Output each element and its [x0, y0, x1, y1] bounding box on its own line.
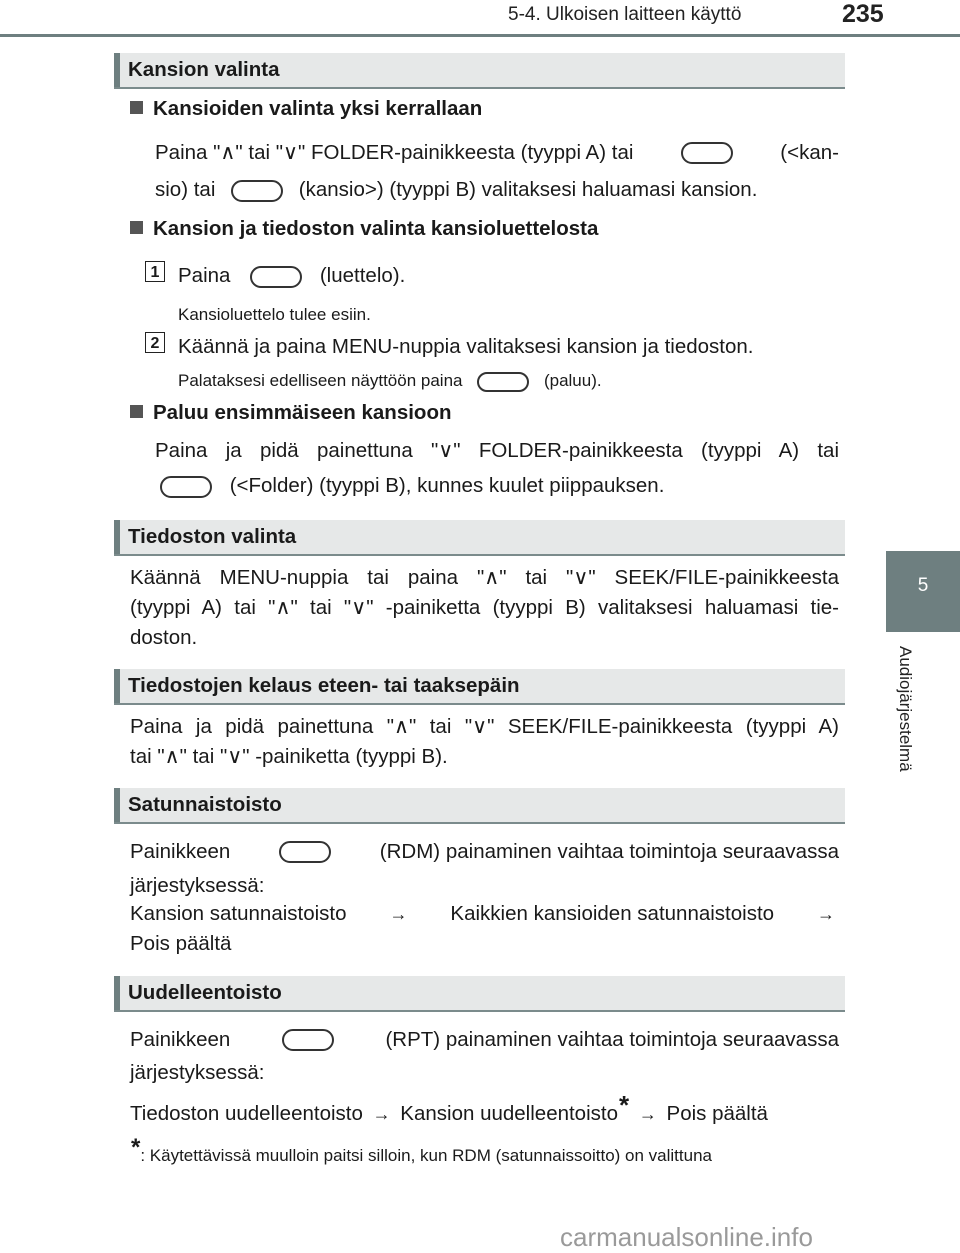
watermark: carmanualsonline.info: [560, 1222, 813, 1252]
text: (<Folder) (tyyppi B), kunnes kuulet piippauksen.: [229, 474, 665, 497]
section-title: Kansion valinta: [128, 58, 280, 81]
step-number-2: 2: [145, 332, 165, 353]
chapter-title: Audiojärjestelmä: [896, 646, 915, 772]
step-2-text: Käännä ja paina MENU-nuppia valitaksesi kansion ja tiedoston.: [178, 335, 754, 358]
square-bullet-icon: [130, 221, 143, 234]
asterisk-mark: *: [131, 1134, 141, 1161]
chapter-number: 5: [917, 575, 929, 596]
paragraph-line: järjestyksessä:: [130, 874, 265, 897]
folder-button-icon: [160, 476, 212, 498]
section-accent-bar: [114, 669, 120, 703]
sequence-line: [130, 902, 839, 926]
section-title: Satunnaistoisto: [128, 793, 282, 816]
step-1-text: [178, 264, 405, 288]
text: (RDM) painaminen vaihtaa toimintoja seuraavassa: [379, 840, 839, 863]
paragraph-line: doston.: [130, 626, 198, 649]
text: Pois päältä: [666, 1102, 768, 1125]
text: Paina "∧" tai "∨" FOLDER-painikkeesta (tyyppi A) tai: [155, 141, 634, 164]
subheading-text: Kansion ja tiedoston valinta kansioluettelosta: [153, 217, 599, 240]
square-bullet-icon: [130, 405, 143, 418]
paragraph-line: (tyyppi A) tai "∧" tai "∨" -painiketta (tyyppi B) valitaksesi haluamasi tie-: [130, 596, 839, 619]
text: (paluu).: [543, 371, 602, 390]
subheading-text: Kansioiden valinta yksi kerrallaan: [153, 97, 483, 120]
paragraph-line: Paina ja pidä painettuna "∧" tai "∨" SEEK/FILE-painikkeesta (tyyppi A): [130, 715, 839, 738]
paragraph-line: Käännä MENU-nuppia tai paina "∧" tai "∨" SEEK/FILE-painikkeesta: [130, 566, 839, 589]
header-section-title: 5-4. Ulkoisen laitteen käyttö: [508, 4, 742, 25]
footnote: [130, 1134, 712, 1166]
text: (kansio>) (tyyppi B) valitaksesi haluamasi kansion.: [298, 178, 758, 201]
paragraph-line: Pois päältä: [130, 932, 232, 955]
text: Kaikkien kansioiden satunnaistoisto: [450, 902, 775, 925]
paragraph-line: [160, 474, 664, 498]
paragraph-line: [130, 1028, 839, 1052]
page-number: 235: [842, 0, 884, 28]
paragraph-line: [155, 178, 757, 202]
text: Palataksesi edelliseen näyttöön paina: [178, 371, 463, 390]
header-rule: [0, 34, 960, 37]
section-header-random: [114, 788, 845, 824]
section-accent-bar: [114, 788, 120, 822]
section-header-folder: [114, 53, 845, 89]
step-number-1: 1: [145, 261, 165, 282]
section-title: Tiedoston valinta: [128, 525, 297, 548]
footnote-text: : Käytettävissä muulloin paitsi silloin, kun RDM (satunnaissoitto) on valittuna: [140, 1146, 712, 1165]
subheading-one-at-a-time: [130, 97, 482, 121]
text: (RPT) painaminen vaihtaa toimintoja seuraavassa: [385, 1028, 839, 1051]
text: Kansion satunnaistoisto: [130, 902, 347, 925]
paragraph-line: [130, 840, 839, 864]
text: sio) tai: [155, 178, 216, 201]
step-2-note: [178, 371, 602, 392]
back-button-icon: [477, 372, 529, 392]
paragraph-line: Paina ja pidä painettuna "∨" FOLDER-painikkeesta (tyyppi A) tai: [155, 439, 839, 462]
folder-button-icon: [681, 142, 733, 164]
section-header-file: [114, 520, 845, 556]
section-title: Uudelleentoisto: [128, 981, 282, 1004]
subheading-return-first: [130, 401, 452, 425]
section-header-seek: [114, 669, 845, 705]
section-accent-bar: [114, 976, 120, 1010]
text: Kansion uudelleentoisto: [400, 1102, 618, 1125]
subheading-text: Paluu ensimmäiseen kansioon: [153, 401, 452, 424]
paragraph-line: tai "∧" tai "∨" -painiketta (tyyppi B).: [130, 745, 448, 768]
text: Tiedoston uudelleentoisto: [130, 1102, 363, 1125]
asterisk-mark: *: [619, 1090, 630, 1120]
text: Painikkeen: [130, 1028, 231, 1051]
square-bullet-icon: [130, 101, 143, 114]
paragraph-line: [155, 141, 839, 165]
subheading-from-list: [130, 217, 598, 241]
rdm-button-icon: [279, 841, 331, 863]
section-header-repeat: [114, 976, 845, 1012]
list-button-icon: [250, 266, 302, 288]
sequence-line: [130, 1090, 768, 1126]
rpt-button-icon: [282, 1029, 334, 1051]
arrow-right-icon: →: [817, 904, 835, 924]
step-1-note: Kansioluettelo tulee esiin.: [178, 305, 371, 324]
arrow-right-icon: →: [372, 1104, 391, 1124]
folder-button-icon: [231, 180, 283, 202]
text: (luettelo).: [319, 264, 406, 287]
text: (<kan-: [780, 141, 839, 164]
text: Paina: [178, 264, 231, 287]
arrow-right-icon: →: [638, 1104, 657, 1124]
arrow-right-icon: →: [389, 904, 408, 924]
section-accent-bar: [114, 520, 120, 554]
paragraph-line: järjestyksessä:: [130, 1061, 265, 1084]
section-title: Tiedostojen kelaus eteen- tai taaksepäin: [128, 674, 520, 697]
text: Painikkeen: [130, 840, 231, 863]
section-accent-bar: [114, 53, 120, 87]
